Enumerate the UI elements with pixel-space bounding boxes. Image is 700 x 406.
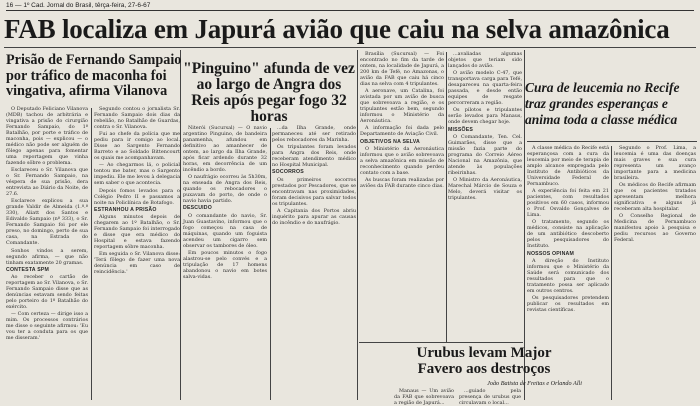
paragraph: Os pilotos e tripulantes serão levados para Manaus, onde devem chegar hoje. (448, 107, 522, 125)
paragraph: O naufrágio ocorreu às 5h30m, na enseada de Angra dos Reis, quando os rebocadores o puxavam do porto, de onde o navio havia partido. (183, 174, 267, 204)
paragraph: A Capitania dos Portos abriu inquérito para apurar as causas do incêndio e do naufrágio. (272, 208, 356, 226)
paragraph: O Ministro da Aeronáutica, Marechal Márcio de Souza e Melo, deverá visitar os tripulantes. (448, 177, 522, 201)
section-heading: DESCUIDO (183, 205, 267, 211)
section-rule (359, 342, 523, 343)
paragraph: Os tripulantes foram levados para Angra dos Reis, onde receberam atendimento médico no Hospital Municipal. (272, 144, 356, 168)
paragraph: Niterói (Sucursal) — O navio argentino Pinguino, de bandeira panamenha, afundou em definitivo ao amanhecer de ontem, ao largo da Ilha Grande, após ficar ardendo durante 32 horas, em decorrência de um incêndio a bordo. (183, 125, 267, 173)
paragraph: ...guiado pela presença de urubus que circulavam o local... (459, 388, 521, 406)
urubus-byline: João Batista de Freitas e Orlando Alli (392, 380, 582, 387)
cura-headline: Cura de leucemia no Recife traz grandes esperanças e anima toda a classe médica (525, 80, 697, 128)
sampaio-headline: Prisão de Fernando Sampaio por tráfico de maconha foi vingativa, afirma Vilanova (6, 53, 196, 100)
paragraph: Fui ao chefe da polícia que me pediu para ir comigo ao local. Disse ao Sargento Fernando Barreto e ao Soldado Bittencourt os quais me acompanhavam. (94, 131, 180, 161)
paragraph: A informação foi dada pelo Departamento de Aviação Civil. (360, 125, 444, 137)
paragraph: Em seguida o Sr. Vilanova disse: 'Terá fôlego de fazer uma nova denúncia em caso de reincidência.' (94, 251, 180, 275)
paragraph: Esclarece explicou a sua grande Valdir de Almeida (1.º.º 330), Aliatt dos Santos e Edivaldo Sampaio (nº 333), o Sr. Fernando Sampaio foi por ele preso, no domingo, perto de sua casa, na Estrada do Comandante. (6, 198, 88, 246)
paragraph: Segundo o Prof. Lima, a leucemia é uma das doenças mais graves e sua cura representa um avanço importante para a medicina brasileira. (614, 145, 696, 181)
section-heading: SOCORROS (272, 169, 356, 175)
aviao-column-1 (360, 51, 444, 341)
aviao-column-2 (448, 51, 522, 341)
cura-column-2 (614, 145, 696, 400)
main-headline: FAB localiza em Japurá avião que caiu na selva amazônica (4, 13, 698, 45)
urubus-column-1 (394, 388, 454, 400)
paragraph: Os médicos do Recife afirmam que os pacientes tratados apresentam melhora significativa e alguns já receberam alta hospitalar. (614, 182, 696, 212)
paragraph: Os pesquisadores pretendem publicar os resultados em revistas científicas. (527, 295, 609, 313)
paragraph: Segundo contou o jornalista Sr. Fernando Sampaio dois dias da rebelião, no Batalhão de Guardas, contra o Sr. Vilanova. (94, 106, 180, 130)
paragraph: Manaus — Um avião da FAB que sobrevoava a região de Japurá... (394, 388, 454, 406)
sampaio-column-2 (94, 106, 180, 400)
paragraph: A classe médica do Recife está esperançosa com a cura da leucemia por meio de terapia de amplo alcance empregada pelo Instituto de Antibióticos da Universidade Federal de Pernambuco. (527, 145, 609, 187)
section-heading: OBJETIVOS NA SELVA (360, 139, 444, 145)
paragraph: Ao receber o cartão de reportagem ao Sr. Vilanova, o Sr. Fernando Sampaio disse que as denúncias estavam sendo feitas pelo porteiro do 1º Batalhão do exército. (6, 274, 88, 310)
pinguino-headline: "Pinguino" afunda de vez ao largo de Angra dos Reis após pegar fogo 32 horas (183, 61, 355, 125)
column-rule (180, 50, 181, 400)
paragraph: As buscas foram realizadas por aviões da FAB durante cinco dias. (360, 177, 444, 189)
paragraph: A aeronave, um Catalina, foi avistada por um avião de busca que sobrevoava a região, e os tripulantes estão bem, segundo informou o Ministério da Aeronáutica. (360, 88, 444, 124)
paragraph: ...da Ilha Grande, onde permaneceu até ser retirado pelos rebocadores da Marinha. (272, 125, 356, 143)
paragraph: Sonhos vindos a serem, segundo afirma, — que não tinham exatamente 20 gramas. (6, 248, 88, 266)
pinguino-column-1 (183, 125, 267, 400)
page-folio: 16 — 1º Cad. Jornal do Brasil, têrça-feira, 27-6-67 (6, 1, 694, 11)
paragraph: Alguns minutos depois de chegarem ao 1º Batalhão, o Sr. Fernando Sampaio foi interrogado e disse que era médico do Hospital e estava fazendo reportagem sôbre maconha. (94, 214, 180, 250)
paragraph: — Ao chegarmos lá, o policial tentou me bater, mas o Sargento impediu. Ele me levou à delegacia sem saber o que acontecia. (94, 162, 180, 186)
paragraph: Esclareceu o Sr. Vilanova que o Sr. Fernando Sampaio, na véspera de sua prisão, dera entrevista ao Diário da Noite, de 27.6. (6, 167, 88, 197)
paragraph: Brasília (Sucursal) — Foi encontrado no fim da tarde de ontem, na localidade de Japurá, a 200 km de Tefé, no Amazonas, o avião da FAB que caiu há cinco dias na selva com 4 tripulantes. (360, 51, 444, 87)
section-heading: ESTRANHOU A PRISÃO (94, 207, 180, 213)
paragraph: O avião modelo C-47, que transportava carga para Tefé, desapareceu na quarta-feira passada, e desde então equipes de resgate percorreram a região. (448, 70, 522, 106)
paragraph: Os primeiros socorros prestados por Pescadores, que se encontravam nas proximidades, foram decisivos para salvar todos os tripulantes. (272, 177, 356, 207)
sampaio-column-1 (6, 106, 88, 400)
paragraph: O Deputado Feliciano Vilanova (MDB) tachou de arbitrária e vingativa a prisão do cirurgião Fernando Sampaio, do 1º Batalhão, por porte e tráfico de maconha, pois — explicou — o médico não pode ser alguém de fôlego apenas para fomentar uma reportagem que vinha fazendo sôbre o problema. (6, 106, 88, 166)
section-heading: CONTESTA SPM (6, 267, 88, 273)
paragraph: Em poucos minutos o fogo alastrou-se pelo convés e a tripulação de 17 homens abandonou o navio em botes salva-vidas. (183, 250, 267, 280)
paragraph: A experiência foi feita em 21 pacientes, com resultados positivos em 60 casos, informou o Prof. Osvaldo Gonçalves de Lima. (527, 188, 609, 218)
section-heading: NOSSOS OPINAM (527, 251, 609, 257)
paragraph: A direção do Instituto informou que o Ministério da Saúde será comunicado dos resultados para que o tratamento possa ser aplicado em outros centros. (527, 258, 609, 294)
pinguino-column-2 (272, 125, 356, 400)
paragraph: Depois fomos levados para o Colégio Pedro II e passamos a noite na Policlínica de Botafogo. (94, 188, 180, 206)
paragraph: O Ministério da Aeronáutica informou que o avião sobrevoava a selva amazônica em missão de reconhecimento quando perdeu contato com a base. (360, 146, 444, 176)
paragraph: O Comandante, Ten. Cel. Guimarães, disse que a missão fazia parte do programa do Correio Aéreo Nacional na Amazônia, que atende às populações ribeirinhas. (448, 134, 522, 176)
paragraph: ...avaliadas algumas objetos que teriam sido lançados do avião. (448, 51, 522, 69)
paragraph: O comandante do navio, Sr. Juan Guastavino, informou que o fogo começou na casa de máquinas, quando um foguista acendeu um cigarro sem observar os tambores de óleo. (183, 213, 267, 249)
paragraph: — Com certeza — dirige isso a mim. Os processos contrários me disse o seguinte afirmou: 'Eu vou ter a conduta para os que me disseram.' (6, 311, 88, 341)
column-rule (357, 50, 358, 400)
urubus-headline: Urubus levam Major Favero aos destroços (395, 345, 573, 377)
section-heading: MISSÕES (448, 127, 522, 133)
section-rule (527, 141, 697, 142)
headline-rule (4, 47, 696, 48)
urubus-column-2 (459, 388, 521, 400)
paragraph: O Conselho Regional de Medicina de Pernambuco manifestou apoio à pesquisa e pediu recursos ao Governo Federal. (614, 213, 696, 243)
paragraph: O tratamento, segundo os médicos, consiste na aplicação de um antibiótico descoberto pelos pesquisadores do Instituto. (527, 219, 609, 249)
